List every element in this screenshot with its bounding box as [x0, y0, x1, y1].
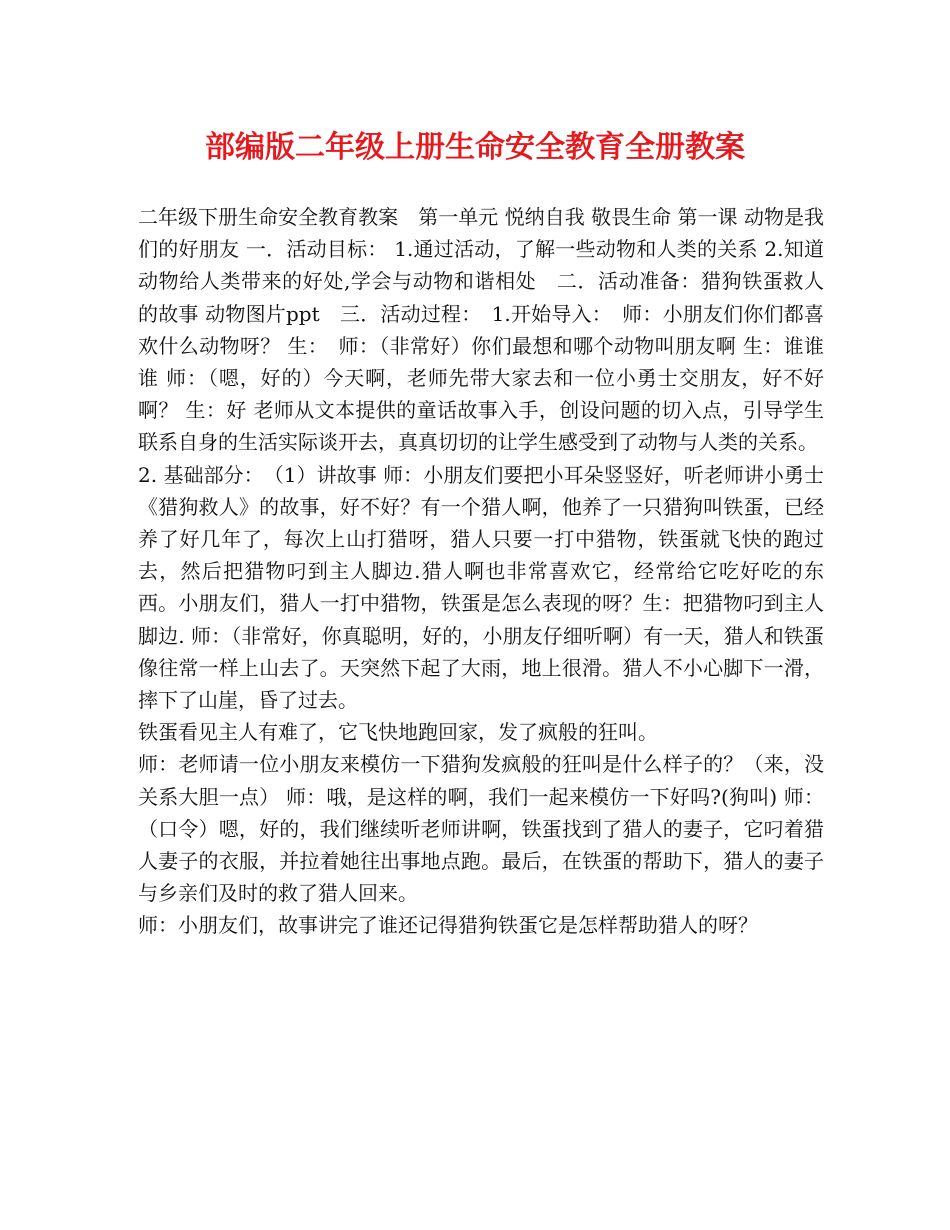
paragraph-imitation: 师：老师请一位小朋友来模仿一下猎狗发疯般的狂叫是什么样子的？（来，没关系大胆一点） 师：哦，是这样的啊，我们一起来模仿一下好吗?(狗叫) 师：（口令）嗯，好的，我们继续听老师讲啊，铁蛋找到了猎人的妻子，它叼着猎人妻子的衣服，并拉着她往出事地点跑。最后，在铁蛋的帮助下，猎人的妻子与乡亲们及时的救了猎人回来。	[138, 752, 824, 906]
document-title: 部编版二年级上册生命安全教育全册教案	[205, 130, 745, 165]
document-body	[138, 201, 824, 942]
paragraph-question: 师：小朋友们，故事讲完了谁还记得猎狗铁蛋它是怎样帮助猎人的呀？	[138, 913, 758, 938]
paragraph-intro: 二年级下册生命安全教育教案 第一单元 悦纳自我 敬畏生命 第一课 动物是我们的好朋友 一．活动目标： 1.通过活动，了解一些动物和人类的关系 2.知道动物给人类带来的好处,学会与动物和谐相处 二．活动准备：猎狗铁蛋救人的故事 动物图片ppt 三．活动过程： 1.开始导入： 师：小朋友们你们都喜欢什么动物呀？ 生： 师：（非常好）你们最想和哪个动物叫朋友啊 生：谁谁谁 师：（嗯，好的）今天啊，老师先带大家去和一位小勇士交朋友，好不好啊？ 生：好 老师从文本提供的童话故事入手，创设问题的切入点，引导学生联系自身的生活实际谈开去，真真切切的让学生感受到了动物与人类的关系。	[138, 205, 824, 455]
paragraph-basics: 2. 基础部分： （1）讲故事 师：小朋友们要把小耳朵竖竖好，听老师讲小勇士《猎狗救人》的故事，好不好？有一个猎人啊，他养了一只猎狗叫铁蛋，已经养了好几年了，每次上山打猎呀，猎人只要一打中猎物，铁蛋就飞快的跑过去，然后把猎物叼到主人脚边.猎人啊也非常喜欢它，经常给它吃好吃的东西。小朋友们，猎人一打中猎物，铁蛋是怎么表现的呀？生：把猎物叼到主人脚边. 师：（非常好，你真聪明，好的，小朋友仔细听啊）有一天，猎人和铁蛋像往常一样上山去了。天突然下起了大雨，地上很滑。猎人不小心脚下一滑，摔下了山崖，昏了过去。	[138, 462, 824, 713]
paragraph-dog-runs-home: 铁蛋看见主人有难了，它飞快地跑回家，发了疯般的狂叫。	[138, 720, 658, 745]
